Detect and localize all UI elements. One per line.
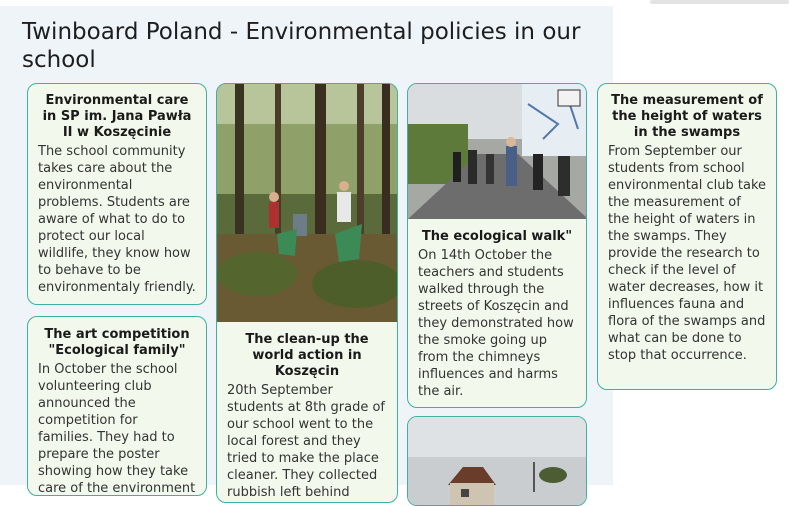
post-title: The clean-up the world action in Koszęcin xyxy=(245,332,369,379)
post-text: From September our students from school environmental club take the measurement of the height of waters in the swamps. They provide the research to check if the level of water decreases, how it influences fauna and flora of the swamps and what can be done to stop that occurrence. xyxy=(608,144,767,363)
post-text: On 14th October the teachers and students walked through the streets of Koszęcin and they demonstrated how the smoke going up from the chimneys influences and harms the air. xyxy=(418,248,574,399)
post-card-ecological-walk[interactable] xyxy=(407,83,587,408)
padlet-board xyxy=(0,6,767,500)
post-title: Environmental care in SP im. Jana Pawła II w Koszęcinie xyxy=(42,93,192,140)
post-card-art-competition[interactable] xyxy=(27,316,207,496)
walk-photo xyxy=(408,84,586,219)
post-title: The ecological walk" xyxy=(421,229,573,244)
forest-photo xyxy=(217,84,397,322)
post-card-swamp-measurement[interactable] xyxy=(597,83,777,390)
post-card-environmental-care[interactable] xyxy=(27,83,207,305)
post-text: In October the school volunteering club announced the competition for families. They had to prepare the poster showing how they take care of the environment xyxy=(38,362,196,496)
post-text: The school community takes care about the environmental problems. Students are aware of what to do to protect our local wildlife, they know how to behave to be environmentaly friendly. xyxy=(38,144,196,295)
post-title: The measurement of the height of waters in the swamps xyxy=(611,93,763,140)
post-card-clean-up[interactable] xyxy=(216,83,398,503)
post-text: 20th September students at 8th grade of our school went to the local forest and they tried to make the place cleaner. They collected rubbish left behind xyxy=(227,383,386,500)
post-title: The art competition "Ecological family" xyxy=(44,327,190,358)
house-photo xyxy=(408,417,586,506)
board-title: Twinboard Poland - Environmental policies in our school xyxy=(22,19,581,73)
horizontal-scrollbar[interactable] xyxy=(650,0,789,4)
post-card-photo[interactable] xyxy=(407,416,587,506)
